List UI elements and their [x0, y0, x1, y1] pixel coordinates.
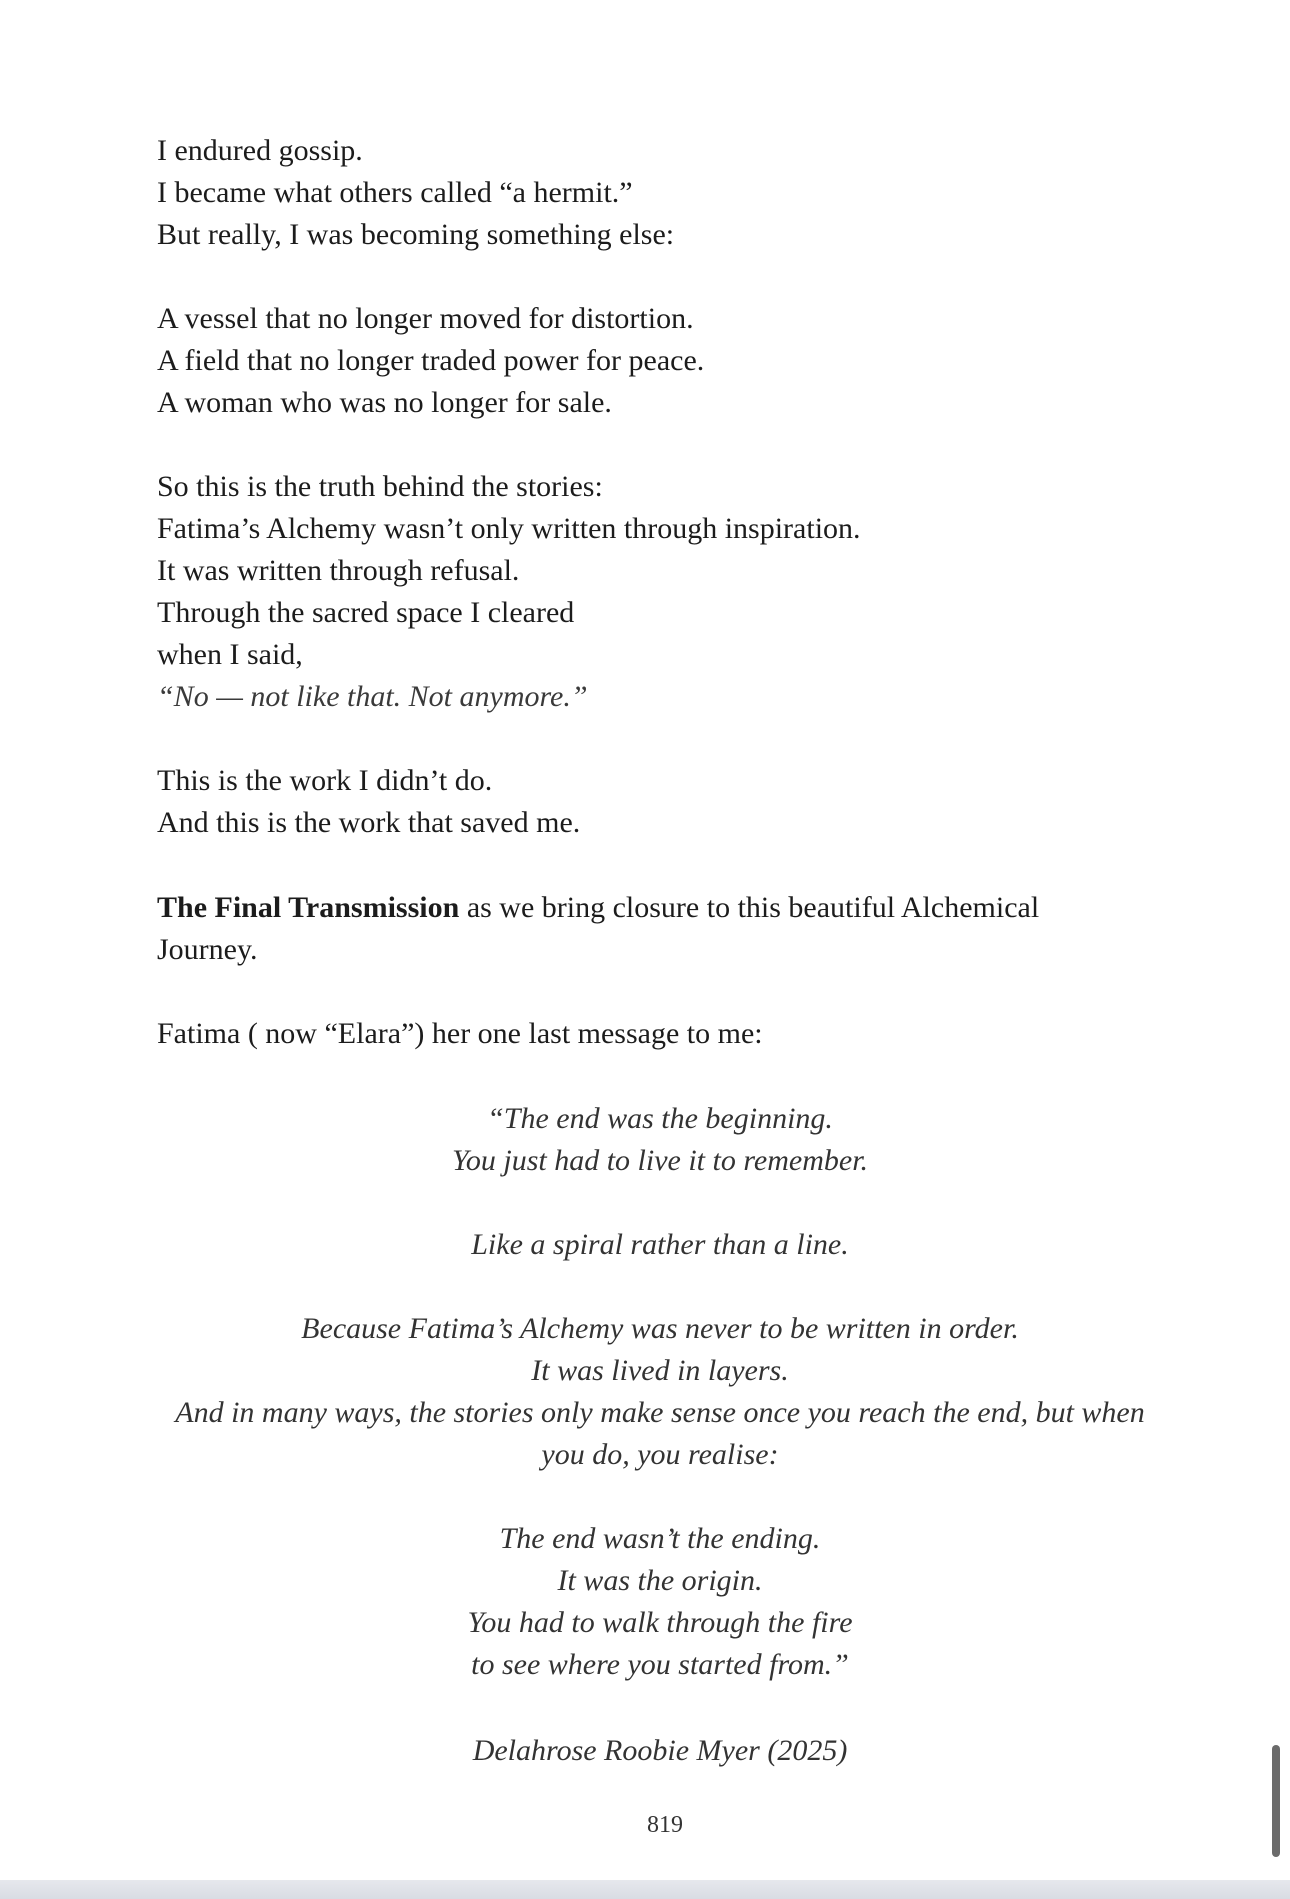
quote-line: You just had to live it to remember. [451, 1144, 869, 1177]
quote-line: “The end was the beginning. [487, 1102, 833, 1135]
text-line: Through the sacred space I cleared [157, 596, 575, 629]
text-line: So this is the truth behind the stories: [157, 470, 603, 503]
text-line: And this is the work that saved me. [157, 806, 581, 839]
text-line: Journey. [157, 933, 258, 966]
quote-line: It was the origin. [557, 1564, 763, 1597]
bold-heading: The Final Transmission [157, 891, 460, 924]
text-line: A vessel that no longer moved for distortion. [157, 302, 694, 335]
quote-line: It was lived in layers. [531, 1354, 789, 1387]
quote-stanza [150, 1098, 1170, 1182]
text-line: It was written through refusal. [157, 554, 520, 587]
scrollbar-thumb[interactable] [1272, 1745, 1280, 1857]
text-line: A field that no longer traded power for peace. [157, 344, 705, 377]
text-line: A woman who was no longer for sale. [157, 386, 612, 419]
signature-text: Delahrose Roobie Myer (2025) [472, 1734, 848, 1767]
quote-stanza [150, 1308, 1170, 1476]
text-line: when I said, [157, 638, 303, 671]
paragraph-vessel [157, 298, 1157, 424]
paragraph-intro [157, 1013, 1157, 1055]
italic-quote-line: “No — not like that. Not anymore.” [157, 680, 588, 713]
quote-line: The end wasn’t the ending. [499, 1522, 821, 1555]
quote-stanza [150, 1224, 1170, 1266]
paragraph-final-transmission [157, 887, 1157, 971]
quote-line: you do, you realise: [541, 1438, 779, 1471]
signature [150, 1730, 1170, 1772]
page-number: 819 [647, 1812, 683, 1838]
text-line: Fatima ( now “Elara”) her one last message to me: [157, 1017, 763, 1050]
text-line: I endured gossip. [157, 134, 363, 167]
paragraph-truth [157, 466, 1157, 718]
quote-line: Like a spiral rather than a line. [471, 1228, 849, 1261]
paragraph-work [157, 760, 1157, 844]
bottom-toolbar-edge [0, 1880, 1290, 1899]
text-line [157, 887, 1157, 929]
quote-line: And in many ways, the stories only make sense once you reach the end, but when [175, 1396, 1145, 1429]
quote-line: You had to walk through the fire [467, 1606, 853, 1639]
text-span: as we bring closure to this beautiful Alchemical [459, 891, 1040, 924]
quote-stanza [150, 1518, 1170, 1686]
quote-line: to see where you started from.” [471, 1648, 849, 1681]
text-line: Fatima’s Alchemy wasn’t only written through inspiration. [157, 512, 861, 545]
text-line: I became what others called “a hermit.” [157, 176, 633, 209]
quote-line: Because Fatima’s Alchemy was never to be written in order. [301, 1312, 1019, 1345]
text-line: But really, I was becoming something else: [157, 218, 675, 251]
text-line: This is the work I didn’t do. [157, 764, 493, 797]
paragraph-gossip [157, 130, 1157, 256]
